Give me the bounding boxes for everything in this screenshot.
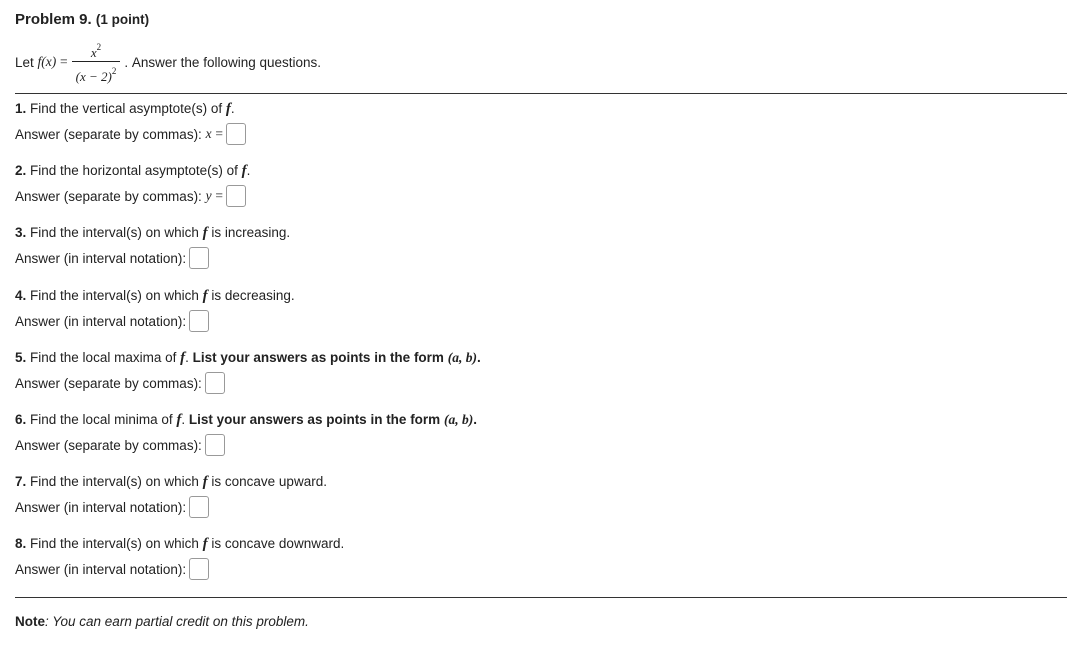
question-1 [15, 99, 1055, 147]
answer-input[interactable] [205, 434, 225, 456]
function-name: f(x) [37, 54, 57, 69]
question-end: . [473, 412, 477, 427]
question-variable: f [241, 163, 247, 179]
point-form: (a, b) [443, 412, 474, 427]
answer-label: Answer (separate by commas): [15, 375, 202, 391]
answer-row [15, 370, 1055, 396]
answer-variable: x [205, 126, 212, 141]
question-number: 8. [15, 536, 27, 551]
question-prompt: Find the interval(s) on which [30, 536, 199, 551]
question-instruction: List your answers as points in the form [188, 412, 441, 427]
intro-instruction: Answer the following questions. [131, 54, 322, 70]
question-2 [15, 161, 1055, 209]
question-text [15, 99, 1055, 119]
answer-equals: = [215, 126, 223, 141]
answer-row [15, 556, 1055, 582]
question-variable: f [202, 288, 208, 304]
answer-input[interactable] [189, 496, 209, 518]
question-variable: f [176, 412, 182, 428]
question-4 [15, 286, 1055, 334]
question-variable: f [202, 536, 208, 552]
question-prompt: Find the interval(s) on which [30, 225, 199, 240]
question-tail: . [230, 101, 235, 116]
answer-label: Answer (in interval notation): [15, 250, 187, 266]
answer-input[interactable] [189, 247, 209, 269]
question-tail: is concave downward. [211, 536, 345, 551]
question-text [15, 161, 1055, 181]
question-6 [15, 410, 1055, 458]
intro-period: . [124, 54, 129, 70]
answer-label: Answer (in interval notation): [15, 499, 187, 515]
question-number: 6. [15, 412, 27, 427]
note-label: Note [15, 614, 45, 629]
question-prompt: Find the interval(s) on which [30, 288, 199, 303]
answer-label: Answer (in interval notation): [15, 313, 187, 329]
question-number: 2. [15, 163, 27, 178]
answer-row [15, 121, 1055, 147]
answer-input[interactable] [226, 123, 246, 145]
answer-input[interactable] [205, 372, 225, 394]
note [15, 614, 309, 629]
answer-row [15, 432, 1055, 458]
question-prompt: Find the local minima of [30, 412, 173, 427]
answer-row [15, 494, 1055, 520]
answer-variable: y [205, 188, 212, 203]
question-number: 4. [15, 288, 27, 303]
question-tail: is concave upward. [211, 474, 327, 489]
question-variable: f [225, 101, 231, 117]
fraction-numerator: $x^2$ [90, 41, 102, 60]
question-prompt: Find the local maxima of [30, 350, 177, 365]
question-variable: f [202, 474, 208, 490]
question-variable: f [180, 350, 186, 366]
question-prompt: Find the vertical asymptote(s) of [30, 101, 223, 116]
question-instruction: List your answers as points in the form [192, 350, 444, 365]
point-form: (a, b) [447, 350, 477, 365]
problem-intro [15, 40, 321, 84]
question-text [15, 223, 1055, 243]
question-text [15, 348, 1055, 368]
question-8 [15, 534, 1055, 582]
function-fraction [72, 39, 121, 86]
answer-row [15, 245, 1055, 271]
answer-row [15, 183, 1055, 209]
problem-points: (1 point) [95, 12, 150, 27]
answer-input[interactable] [189, 310, 209, 332]
equals-sign: = [60, 54, 68, 69]
top-divider [15, 93, 1067, 94]
question-7 [15, 472, 1055, 520]
question-text [15, 286, 1055, 306]
question-number: 3. [15, 225, 27, 240]
question-text [15, 410, 1055, 430]
answer-input[interactable] [226, 185, 246, 207]
answer-label: Answer (separate by commas): [15, 188, 202, 204]
bottom-divider [15, 597, 1067, 598]
question-tail: . [185, 350, 189, 365]
intro-let: Let [15, 54, 34, 70]
answer-label: Answer (separate by commas): [15, 126, 202, 142]
question-number: 7. [15, 474, 27, 489]
question-variable: f [202, 225, 208, 241]
answer-equals: = [215, 188, 223, 203]
question-prompt: Find the horizontal asymptote(s) of [30, 163, 238, 178]
question-tail: is decreasing. [211, 288, 295, 303]
question-number: 5. [15, 350, 27, 365]
question-tail: . [246, 163, 251, 178]
question-3 [15, 223, 1055, 271]
answer-label: Answer (in interval notation): [15, 561, 187, 577]
question-tail: . [181, 412, 186, 427]
problem-title [15, 11, 149, 28]
answer-row [15, 308, 1055, 334]
question-prompt: Find the interval(s) on which [30, 474, 199, 489]
question-number: 1. [15, 101, 27, 116]
answer-label: Answer (separate by commas): [15, 437, 202, 453]
problem-number: Problem 9. [15, 11, 92, 28]
question-text [15, 472, 1055, 492]
question-5 [15, 348, 1055, 396]
question-text [15, 534, 1055, 554]
answer-input[interactable] [189, 558, 209, 580]
question-tail: is increasing. [211, 225, 291, 240]
note-text: : You can earn partial credit on this problem. [45, 614, 309, 629]
fraction-denominator: $(x - 2)^2$ [72, 61, 121, 86]
question-end: . [476, 350, 481, 365]
